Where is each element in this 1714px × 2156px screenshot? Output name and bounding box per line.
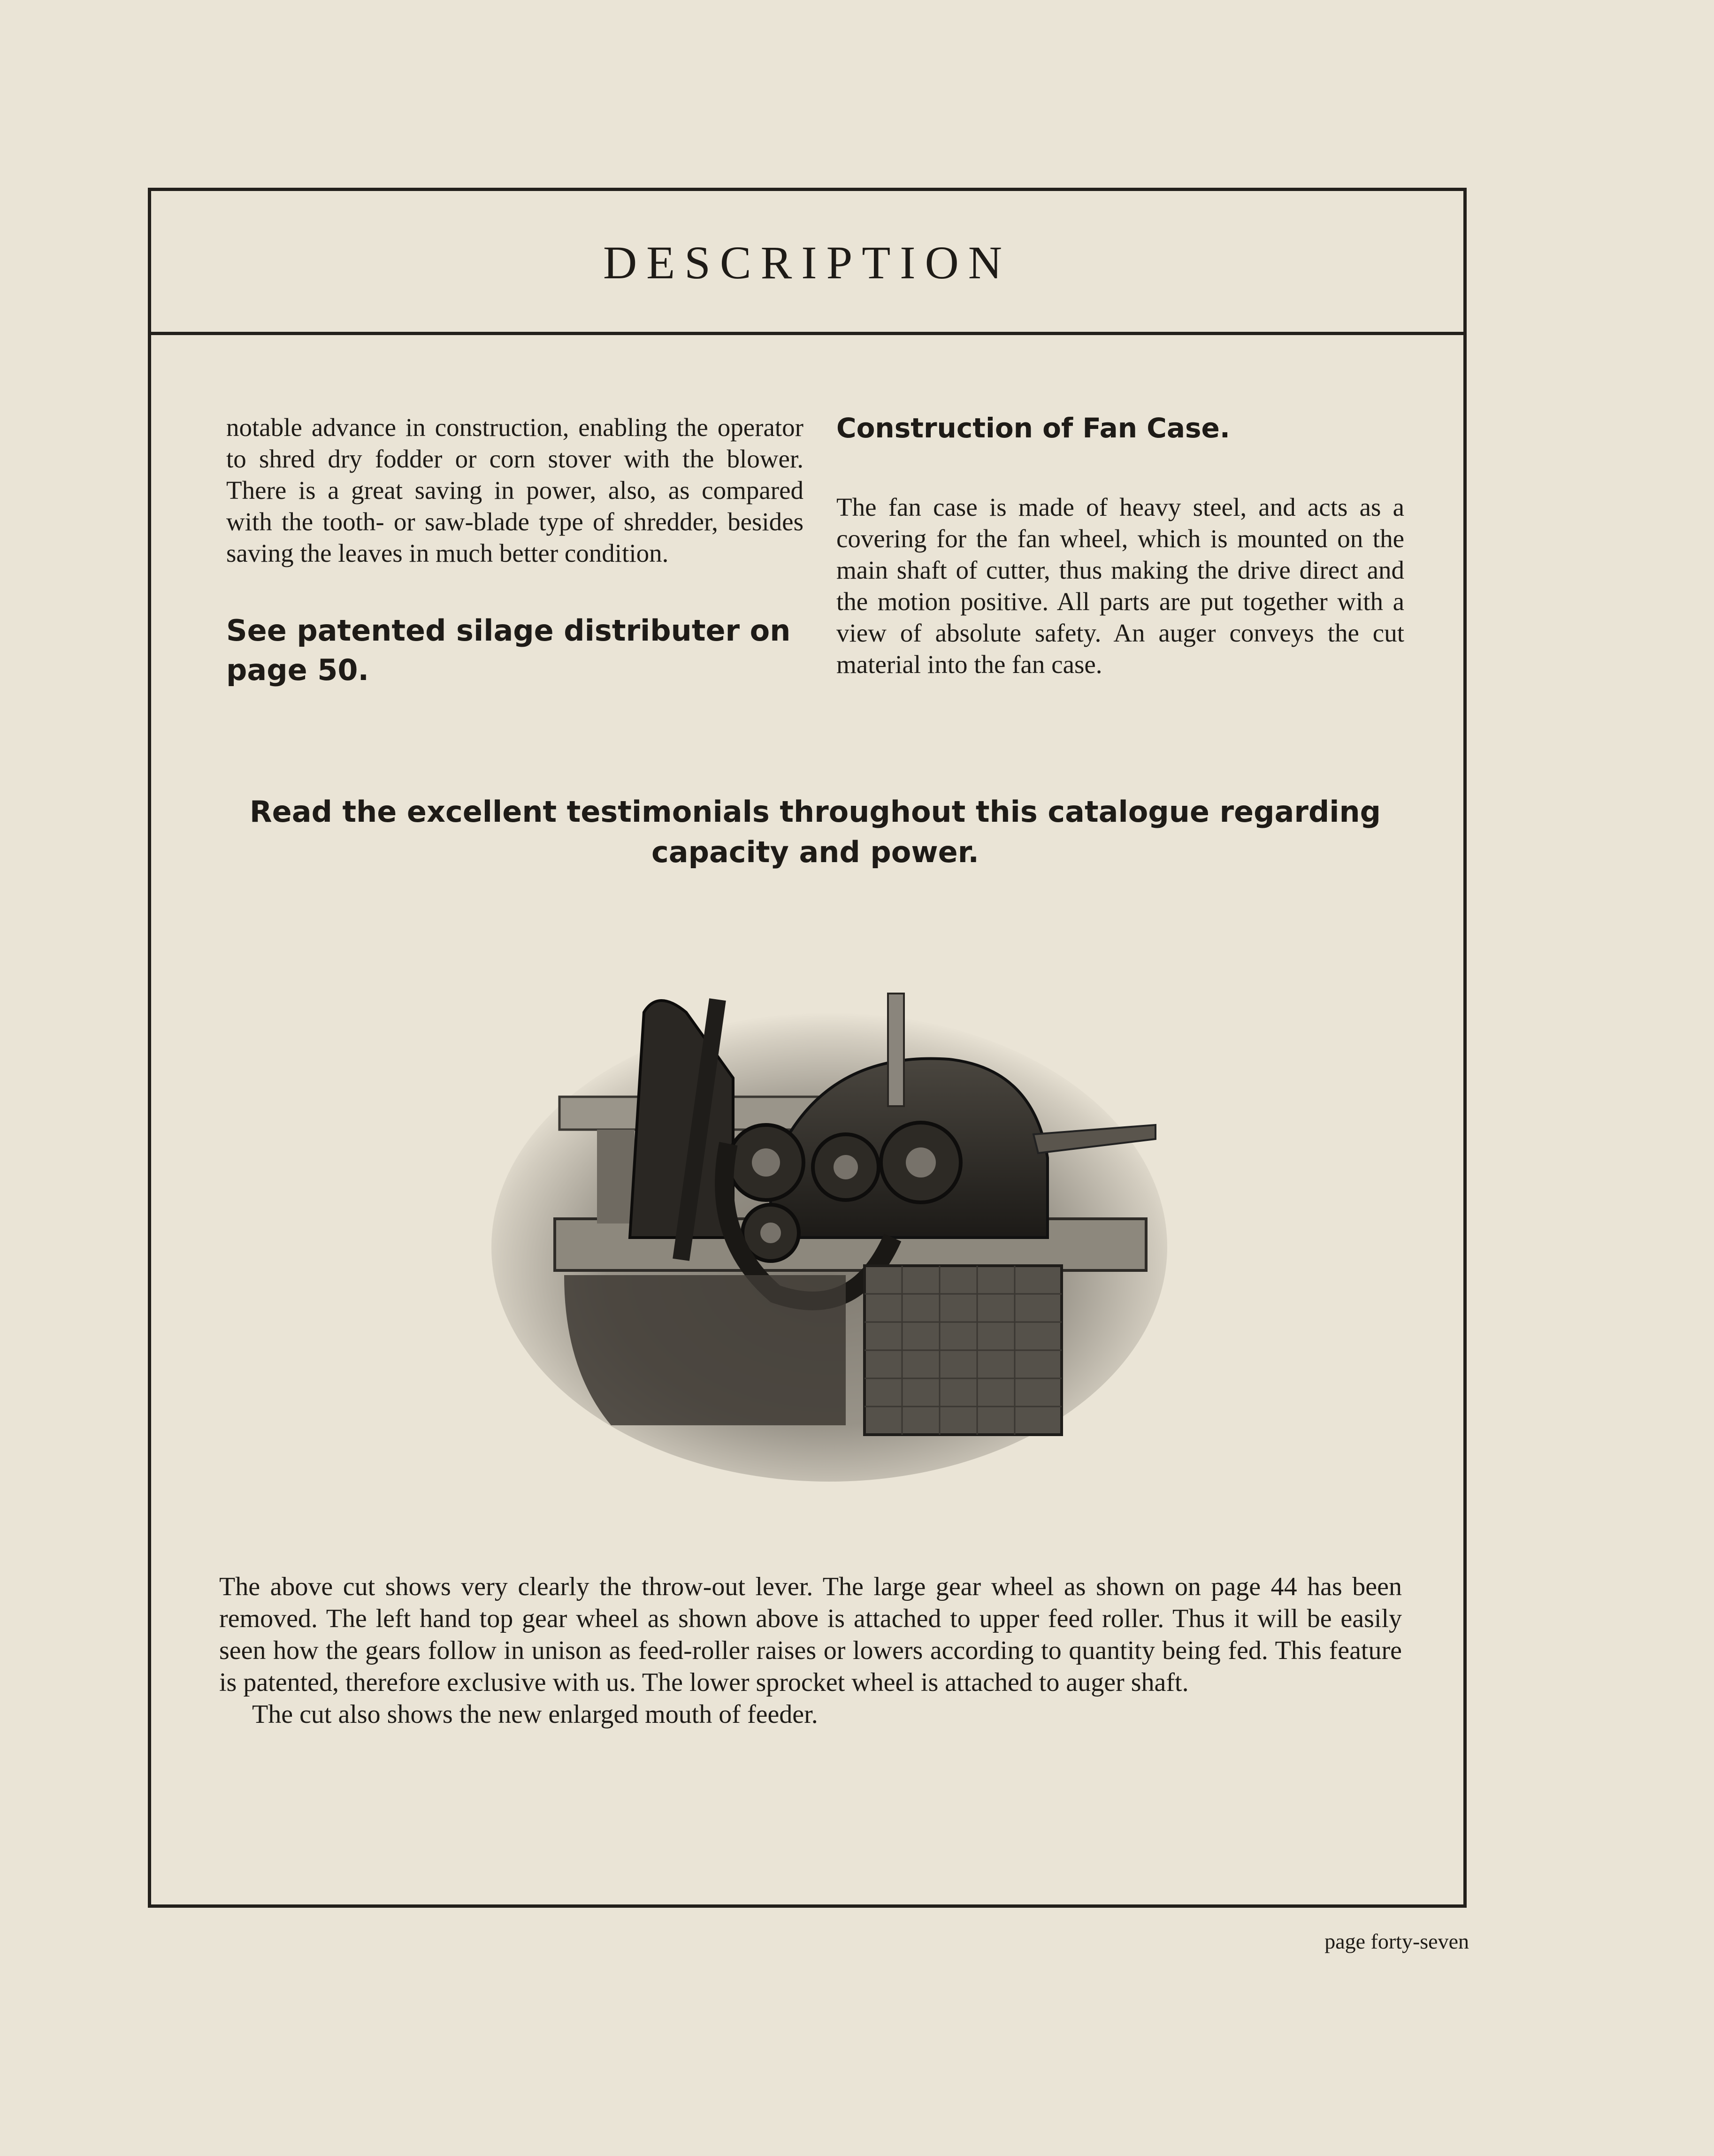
machine-illustration bbox=[489, 956, 1170, 1486]
fan-case-heading: Construction of Fan Case. bbox=[836, 412, 1230, 444]
illustration-caption bbox=[219, 1571, 1402, 1730]
silage-distributer-note: See patented silage distributer on page 50. bbox=[226, 613, 791, 687]
left-column bbox=[226, 412, 803, 690]
page-title: DESCRIPTION bbox=[603, 237, 1012, 289]
caption-paragraph: The above cut shows very clearly the throw-out lever. The large gear wheel as shown on page 44 has been removed. The left hand top gear wheel as shown above is attached to upper feed roller. Thus it will be easily seen how the gears follow in unison as feed-roller raises or lowers according to quantity being fed. This feature is patented, therefore exclusive with us. The lower sprocket wheel is attached to auger shaft. bbox=[219, 1572, 1402, 1697]
fan-case-paragraph: The fan case is made of heavy steel, and acts as a covering for the fan wheel, which is mounted on the main shaft of cutter, thus making the drive direct and the motion positive. All parts are put together with a view of absolute safety. An auger conveys the cut material into the fan case. bbox=[836, 493, 1404, 679]
testimonial-note: Read the excellent testimonials throughout this catalogue regarding capacity and power. bbox=[249, 795, 1381, 869]
left-column-paragraph: notable advance in construction, enabling the operator to shred dry fodder or corn stover with the blower. There is a great saving in power, also, as compared with the tooth- or saw-blade type of shredder, besides saving the leaves in much better condition. bbox=[226, 413, 803, 567]
cutter-machine-drawing bbox=[489, 956, 1170, 1486]
caption-last-line: The cut also shows the new enlarged mouth of feeder. bbox=[252, 1700, 818, 1729]
header-box bbox=[151, 191, 1463, 335]
right-column bbox=[836, 412, 1404, 680]
page-number: page forty-seven bbox=[1324, 1929, 1469, 1953]
content-frame bbox=[148, 188, 1467, 1908]
